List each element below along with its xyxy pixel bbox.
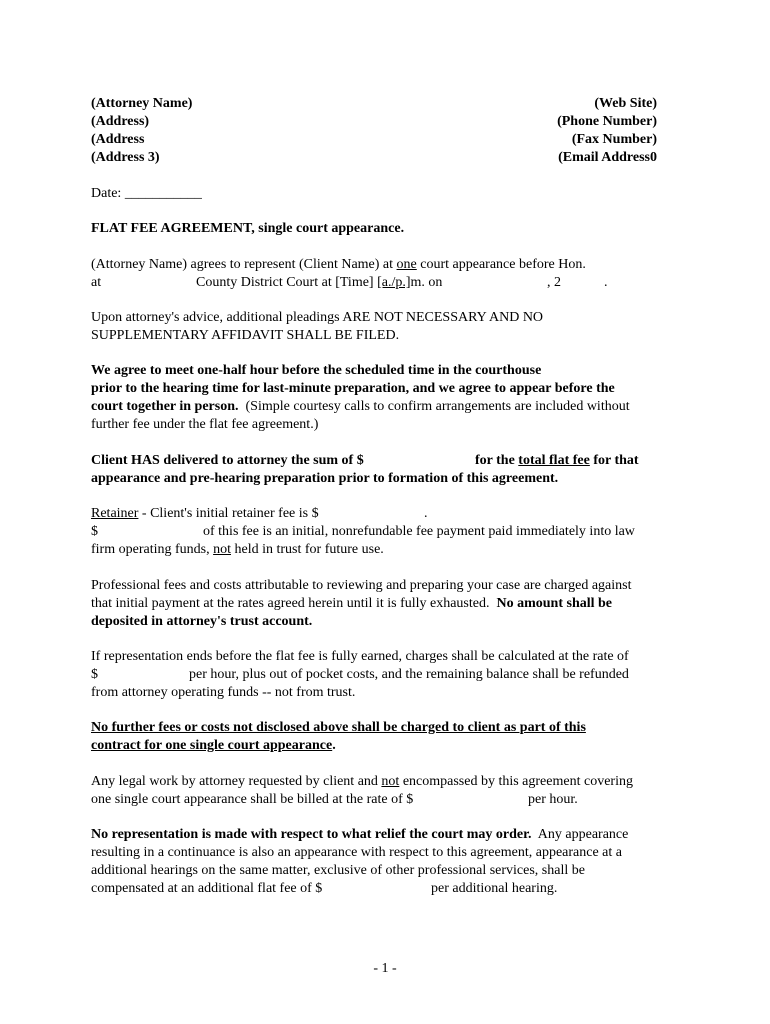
p4-line-1a: Client HAS delivered to attorney the sum of $ bbox=[91, 453, 364, 468]
p10-line-4b: per additional hearing. bbox=[431, 881, 558, 896]
p10-line-4a: compensated at an additional flat fee of $ bbox=[91, 881, 323, 896]
p1-line-2e: . bbox=[604, 275, 608, 290]
web-site: (Web Site) bbox=[594, 96, 657, 111]
p9-line-1: Any legal work by attorney requested by client and not encompassed by this agreement covering bbox=[91, 774, 633, 789]
p5-line-3: firm operating funds, not held in trust for future use. bbox=[91, 542, 384, 557]
p6-line-1: Professional fees and costs attributable to reviewing and preparing your case are charged against bbox=[91, 578, 632, 593]
p2-line-2: SUPPLEMENTARY AFFIDAVIT SHALL BE FILED. bbox=[91, 328, 400, 343]
p1-line-1: (Attorney Name) agrees to represent (Client Name) at one court appearance before Hon. bbox=[91, 257, 586, 272]
p6-line-2: that initial payment at the rates agreed herein until it is fully exhausted. No amount shall be bbox=[91, 596, 613, 611]
p7-line-2: per hour, plus out of pocket costs, and the remaining balance shall be refunded bbox=[189, 667, 629, 682]
p10-line-3: additional hearings on the same matter, exclusive of other professional services, shall be bbox=[91, 863, 585, 878]
attorney-address-2: (Address bbox=[91, 132, 145, 147]
p3-line-1: We agree to meet one-half hour before the scheduled time in the courthouse bbox=[91, 363, 542, 378]
p7-line-2-dollar: $ bbox=[91, 667, 98, 682]
p7-line-3: from attorney operating funds -- not from trust. bbox=[91, 685, 356, 700]
p3-line-4: further fee under the flat fee agreement.) bbox=[91, 417, 319, 432]
p10-line-2: resulting in a continuance is also an appearance with respect to this agreement, appearance at a bbox=[91, 845, 622, 860]
p1-line-2b: County District Court at [Time] [a./p.]m. on bbox=[196, 275, 443, 290]
p1-line-2a: at bbox=[91, 275, 102, 290]
p1-line-2d: , 2 bbox=[547, 275, 561, 290]
email-address: (Email Address0 bbox=[558, 150, 657, 165]
p8-line-2: contract for one single court appearance. bbox=[91, 738, 336, 753]
p8-line-1: No further fees or costs not disclosed above shall be charged to client as part of this bbox=[91, 720, 586, 735]
p6-line-3: deposited in attorney's trust account. bbox=[91, 614, 313, 629]
p5-line-1: Retainer - Client's initial retainer fee is $ bbox=[91, 506, 319, 521]
p3-line-2: prior to the hearing time for last-minute preparation, and we agree to appear before the bbox=[91, 381, 615, 396]
attorney-address-1: (Address) bbox=[91, 114, 150, 129]
agreement-title: FLAT FEE AGREEMENT, single court appearance. bbox=[91, 221, 405, 236]
p10-line-1: No representation is made with respect to what relief the court may order. Any appearance bbox=[91, 827, 629, 842]
p5-line-1-dot: . bbox=[424, 506, 428, 521]
p4-line-1b: for the total flat fee for that bbox=[475, 453, 639, 468]
p5-line-2: of this fee is an initial, nonrefundable fee payment paid immediately into law bbox=[203, 524, 635, 539]
phone-number: (Phone Number) bbox=[557, 114, 657, 129]
p9-line-2a: one single court appearance shall be billed at the rate of $ bbox=[91, 792, 414, 807]
date-line: Date: ___________ bbox=[91, 186, 202, 201]
p5-line-2-dollar: $ bbox=[91, 524, 98, 539]
page-number: - 1 - bbox=[373, 961, 397, 976]
p7-line-1: If representation ends before the flat fee is fully earned, charges shall be calculated at the rate of bbox=[91, 649, 629, 664]
p3-line-3: court together in person. (Simple courtesy calls to confirm arrangements are included without bbox=[91, 399, 630, 414]
attorney-address-3: (Address 3) bbox=[91, 150, 160, 165]
p4-line-2: appearance and pre-hearing preparation prior to formation of this agreement. bbox=[91, 471, 559, 486]
p9-line-2b: per hour. bbox=[528, 792, 578, 807]
attorney-name: (Attorney Name) bbox=[91, 96, 193, 111]
fax-number: (Fax Number) bbox=[571, 132, 657, 147]
p2-line-1: Upon attorney's advice, additional pleadings ARE NOT NECESSARY AND NO bbox=[91, 310, 544, 325]
